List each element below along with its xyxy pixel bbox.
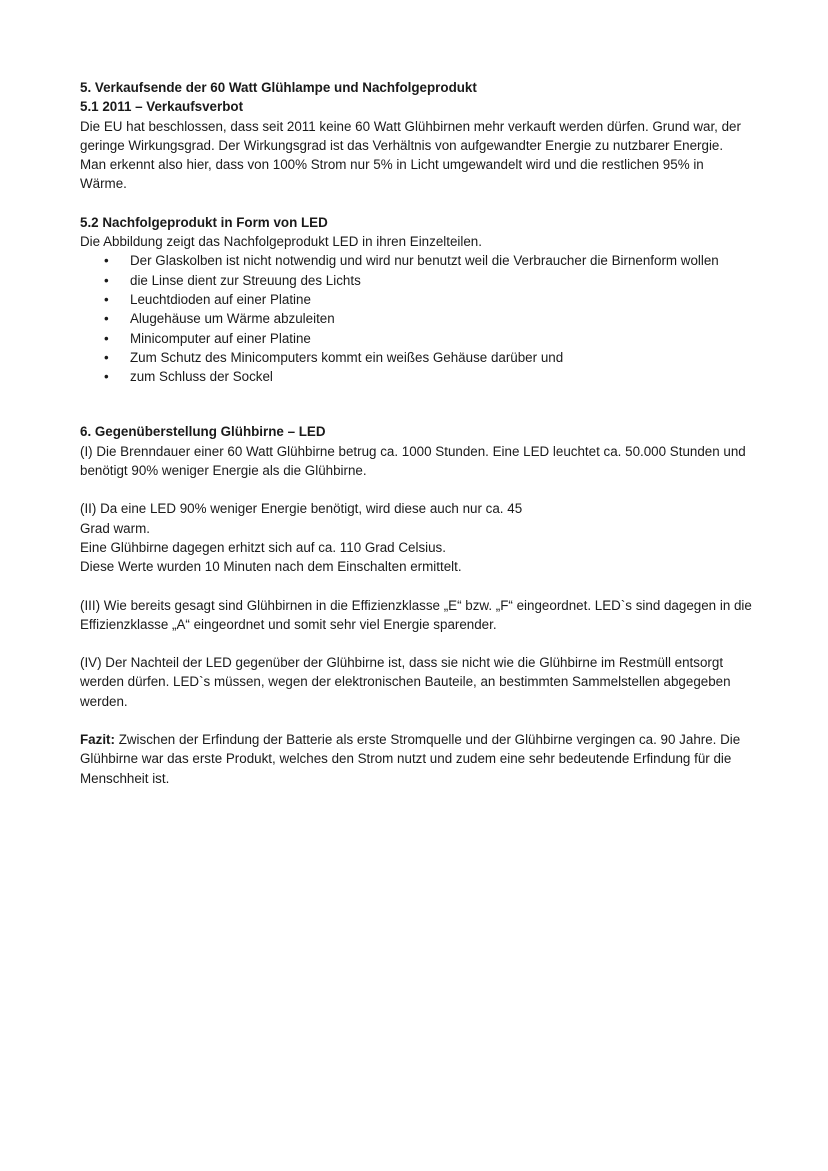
fazit-text: Zwischen der Erfindung der Batterie als erste Stromquelle und der Glühbirne vergingen ca. 90 Jahre. Die Glühbirne war das erste Produkt, welches den Strom nutzt und zudem eine sehr bedeutende Erfindung für die Menschheit ist. — [80, 732, 741, 786]
section-5-1-paragraph: Die EU hat beschlossen, dass seit 2011 keine 60 Watt Glühbirnen mehr verkauft werden dürfen. Grund war, der geringe Wirkungsgrad. Der Wirkungsgrad ist das Verhältnis von aufgewandter Energie zu nutzbarer Energie. Man erkennt also hier, dass von 100% Strom nur 5% in Licht umgewandelt wird und die restlichen 95% in Wärme. — [80, 118, 741, 192]
paragraph-line: Eine Glühbirne dagegen erhitzt sich auf ca. 110 Grad Celsius. — [80, 539, 446, 555]
document-page — [80, 78, 752, 788]
bullet-icon: • — [104, 253, 109, 269]
section-5-2-intro: Die Abbildung zeigt das Nachfolgeprodukt LED in ihren Einzelteilen. — [80, 234, 482, 250]
section-5-heading: 5. Verkaufsende der 60 Watt Glühlampe und Nachfolgeprodukt — [80, 80, 477, 95]
list-item — [80, 271, 752, 290]
paragraph-line: Grad warm. — [80, 520, 150, 536]
list-item-text: zum Schluss der Sockel — [130, 369, 273, 385]
list-item — [80, 367, 752, 386]
bullet-icon: • — [104, 311, 109, 327]
list-item-text: Zum Schutz des Minicomputers kommt ein weißes Gehäuse darüber und — [130, 349, 564, 365]
section-5-2-heading: 5.2 Nachfolgeprodukt in Form von LED — [80, 214, 328, 230]
list-item — [80, 290, 752, 309]
bullet-icon: • — [104, 369, 109, 385]
list-item — [80, 309, 752, 328]
list-item — [80, 251, 752, 270]
section-5-1-heading: 5.1 2011 – Verkaufsverbot — [80, 99, 244, 115]
fazit-paragraph — [80, 730, 752, 788]
bullet-icon: • — [104, 272, 109, 288]
led-parts-list — [80, 251, 752, 386]
fazit-label: Fazit: — [80, 732, 115, 748]
section-6-paragraph-2 — [80, 499, 752, 576]
list-item — [80, 329, 752, 348]
bullet-icon: • — [104, 291, 109, 307]
bullet-icon: • — [104, 330, 109, 346]
list-item — [80, 348, 752, 367]
list-item-text: Minicomputer auf einer Platine — [130, 330, 311, 346]
section-6-paragraph-4: (IV) Der Nachteil der LED gegenüber der Glühbirne ist, dass sie nicht wie die Glühbirne im Restmüll entsorgt werden dürfen. LED`s müssen, wegen der elektronischen Bauteile, an bestimmten Sammelstellen abgegeben werden. — [80, 655, 731, 709]
section-6-paragraph-3: (III) Wie bereits gesagt sind Glühbirnen in die Effizienzklasse „E“ bzw. „F“ eingeordnet. LED`s sind dagegen in die Effizienzklasse „A“ eingeordnet und somit sehr viel Energie sparender. — [80, 597, 752, 632]
list-item-text: die Linse dient zur Streuung des Lichts — [130, 272, 361, 288]
paragraph-line: (II) Da eine LED 90% weniger Energie benötigt, wird diese auch nur ca. 45 — [80, 501, 523, 517]
list-item-text: Leuchtdioden auf einer Platine — [130, 291, 311, 307]
paragraph-line: Diese Werte wurden 10 Minuten nach dem Einschalten ermittelt. — [80, 559, 462, 575]
list-item-text: Alugehäuse um Wärme abzuleiten — [130, 311, 335, 327]
bullet-icon: • — [104, 349, 109, 365]
section-6-paragraph-1: (I) Die Brenndauer einer 60 Watt Glühbirne betrug ca. 1000 Stunden. Eine LED leuchtet ca. 50.000 Stunden und benötigt 90% weniger Energie als die Glühbirne. — [80, 443, 746, 479]
section-6-heading: 6. Gegenüberstellung Glühbirne – LED — [80, 424, 326, 440]
list-item-text: Der Glaskolben ist nicht notwendig und wird nur benutzt weil die Verbraucher die Birnenform wollen — [130, 253, 719, 269]
